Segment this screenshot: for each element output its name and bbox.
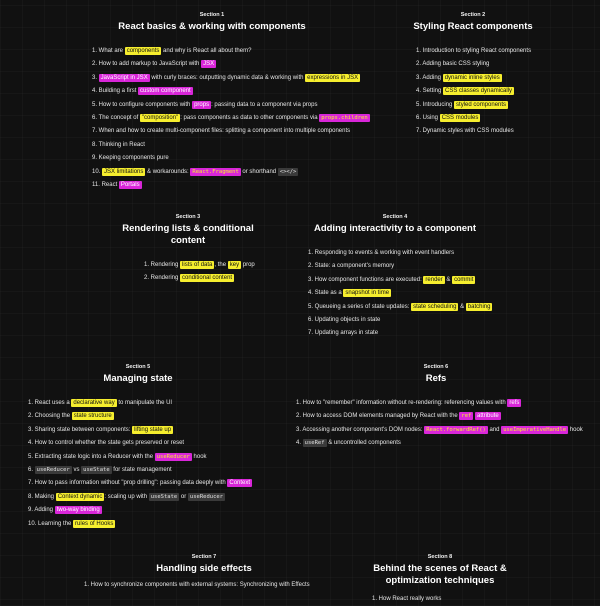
topic-item <box>92 179 332 192</box>
section-label: Section 4 <box>382 214 408 220</box>
topic-item <box>92 125 351 138</box>
topic-text: 1. How React really works <box>372 596 442 602</box>
topic-item <box>28 504 248 517</box>
topic-item <box>308 260 490 273</box>
topic-item <box>296 397 576 410</box>
section-2 <box>408 12 538 139</box>
topic-item <box>308 327 490 340</box>
topic-text: : passing data to a component via props <box>211 101 318 108</box>
topic-item <box>308 287 490 300</box>
topic-text: with curly braces: outputting dynamic data & working with <box>149 74 306 81</box>
topic-text: 9. Adding <box>28 507 55 514</box>
topic-item <box>92 112 368 125</box>
topic-text: 6. Updating objects in state <box>308 316 381 323</box>
highlight-term: useState <box>150 493 178 500</box>
topic-text: 1. Responding to events & working with event handlers <box>308 250 455 256</box>
section-5 <box>28 364 251 531</box>
section-7 <box>84 554 324 592</box>
section-title: React basics & working with components <box>118 21 306 32</box>
highlight-term: two-way binding <box>56 507 100 514</box>
topic-item <box>84 579 324 592</box>
topic-text: 7. How to pass information without "prop drilling": passing data deeply with <box>28 480 228 487</box>
topic-text: 3. Adding <box>416 74 443 81</box>
topic-list <box>408 45 538 139</box>
section-title: Adding interactivity to a component <box>313 223 477 234</box>
topic-item <box>28 410 248 423</box>
section-title: Refs <box>425 373 447 384</box>
topic-text: vs <box>71 466 82 473</box>
topic-item <box>92 45 332 58</box>
topic-text: 3. <box>92 74 99 81</box>
highlight-term: useReducer <box>189 493 224 500</box>
topic-text: & workarounds: <box>145 168 191 175</box>
topic-text: for state management <box>111 466 172 473</box>
topic-item <box>296 424 583 437</box>
topic-text: to manipulate the UI <box>116 400 173 406</box>
topic-text: 1. What are <box>92 48 125 54</box>
topic-list <box>84 579 324 592</box>
topic-text: 4. Setting <box>416 88 444 95</box>
highlight-term: useImperativeHandle <box>503 426 567 433</box>
topic-text: 6. Using <box>416 114 440 121</box>
highlight-term: snapshot in time <box>345 290 390 297</box>
topic-item <box>144 272 258 285</box>
section-label: Section 3 <box>175 214 201 220</box>
highlight-term: React.Fragment <box>192 168 239 175</box>
topic-item <box>416 125 538 138</box>
topic-item <box>308 274 490 287</box>
highlight-term: useReducer <box>156 453 190 460</box>
topic-text: 5. How to configure components with <box>92 101 193 108</box>
highlight-term: Context dynamic <box>57 493 103 500</box>
highlight-term: dynamic inline styles <box>444 74 500 81</box>
highlight-term: attribute <box>477 413 499 420</box>
highlight-term: lists of data <box>182 262 213 268</box>
section-label: Section 5 <box>125 364 151 370</box>
topic-text: 5. Queueing a series of state updates: <box>308 303 412 310</box>
topic-text: 2. Rendering <box>144 275 181 282</box>
section-label: Section 8 <box>427 554 453 560</box>
topic-text: 10. Learning the <box>28 520 74 527</box>
topic-text: 2. Choosing the <box>28 413 72 420</box>
topic-text: 8. Making <box>28 493 56 500</box>
topic-item <box>416 85 538 98</box>
topic-text: 9. Keeping components pure <box>92 155 169 162</box>
topic-text: 3. Sharing state between components: <box>28 426 133 433</box>
topic-text: 4. How to control whether the state gets preserved or reset <box>28 440 185 447</box>
topic-text: 8. Thinking in React <box>92 141 145 148</box>
topic-item <box>296 437 576 450</box>
topic-text: 7. When and how to create multi-component files: splitting a component into multiple components <box>92 128 351 135</box>
topic-item <box>416 99 538 112</box>
topic-text: 4. Building a first <box>92 88 139 95</box>
topic-text: 2. How to access DOM elements managed by React with the <box>296 413 460 420</box>
topic-item <box>92 72 359 85</box>
highlight-term: render <box>425 276 443 283</box>
topic-item <box>308 301 490 314</box>
topic-text: or <box>179 493 188 500</box>
topic-text: : scaling up with <box>104 493 149 500</box>
topic-item <box>144 259 258 272</box>
highlight-term: "composition" <box>141 114 179 121</box>
topic-text: 7. Updating arrays in state <box>308 330 379 337</box>
topic-item <box>296 410 576 423</box>
topic-text: 2. State: a component's memory <box>308 263 395 270</box>
topic-text: 1. How to "remember" information without re-rendering: referencing values with <box>296 400 508 406</box>
topic-list <box>92 45 368 192</box>
topic-item <box>28 437 248 450</box>
topic-text: 2. Adding basic CSS styling <box>416 61 490 68</box>
topic-item <box>416 45 538 58</box>
topic-item <box>92 166 332 179</box>
highlight-term: conditional content <box>182 275 233 282</box>
highlight-term: Portals <box>120 181 140 188</box>
topic-item <box>308 314 490 327</box>
topic-text: 6. <box>28 466 35 473</box>
topic-text: , the <box>214 262 228 268</box>
highlight-term: key <box>229 262 240 268</box>
topic-text: 1. How to synchronize components with external systems: Synchronizing with Effects <box>84 582 310 588</box>
topic-item <box>92 85 332 98</box>
topic-text: 2. How to add markup to JavaScript with <box>92 61 202 68</box>
highlight-term: commit <box>454 276 474 283</box>
topic-item <box>308 247 490 260</box>
topic-text: 1. Rendering <box>144 262 181 268</box>
topic-text: 6. The concept of <box>92 114 140 121</box>
section-label: Section 7 <box>191 554 217 560</box>
section-6 <box>296 364 583 451</box>
topic-item <box>28 518 248 531</box>
topic-text: 4. State as a <box>308 290 344 297</box>
topic-item <box>92 58 332 71</box>
topic-text: hook <box>191 453 207 460</box>
section-3 <box>118 214 258 286</box>
topic-item <box>28 464 248 477</box>
highlight-term: <></> <box>279 168 297 175</box>
topic-item <box>28 424 248 437</box>
topic-list <box>300 247 490 341</box>
highlight-term: ref <box>461 413 472 420</box>
highlight-term: JSX <box>203 61 215 68</box>
highlight-term: state scheduling <box>413 303 457 310</box>
topic-text: : pass components as data to other components via <box>180 114 320 121</box>
highlight-term: custom component <box>140 88 191 95</box>
section-4 <box>300 214 490 341</box>
section-title: Handling side effects <box>156 563 252 574</box>
topic-item <box>92 99 332 112</box>
section-title: Rendering lists & conditional content <box>122 223 254 246</box>
highlight-term: styled components <box>456 101 507 108</box>
topic-text: 7. Dynamic styles with CSS modules <box>416 128 514 135</box>
highlight-term: declarative way <box>73 400 115 406</box>
highlight-term: useRef <box>304 440 325 447</box>
topic-text: 1. React uses a <box>28 400 72 406</box>
highlight-term: components <box>126 48 160 54</box>
highlight-term: React.forwardRef() <box>426 426 486 433</box>
topic-list <box>28 397 251 531</box>
section-8 <box>370 554 510 606</box>
topic-list <box>296 397 583 451</box>
section-title: Styling React components <box>413 21 533 32</box>
topic-item <box>28 477 251 490</box>
topic-item <box>416 112 538 125</box>
section-1 <box>92 12 368 192</box>
highlight-term: rules of Hooks <box>75 520 114 527</box>
highlight-term: Context <box>229 480 251 487</box>
topic-text: and <box>487 426 502 433</box>
highlight-term: CSS classes dynamically <box>445 88 513 95</box>
highlight-term: lifting state up <box>134 426 172 433</box>
highlight-term: CSS modules <box>441 114 479 121</box>
highlight-term: props <box>194 101 210 108</box>
topic-item <box>92 139 332 152</box>
topic-text: 3. Accessing another component's DOM nodes: <box>296 426 425 433</box>
topic-item <box>28 397 248 410</box>
highlight-term: refs <box>509 400 520 406</box>
highlight-term: props.children <box>321 114 368 121</box>
highlight-term: JavaScript in JSX <box>100 74 148 81</box>
topic-text: 3. How component functions are executed: <box>308 276 424 283</box>
topic-text: 1. Introduction to styling React components <box>416 48 532 54</box>
topic-list <box>118 259 258 286</box>
topic-item <box>28 451 248 464</box>
section-label: Section 1 <box>199 12 225 18</box>
highlight-term: useState <box>83 466 110 473</box>
topic-text: & <box>444 276 453 283</box>
topic-text: 5. Extracting state logic into a Reducer with the <box>28 453 155 460</box>
topic-text: or shorthand <box>240 168 278 175</box>
highlight-term: JSX limitations <box>104 168 144 175</box>
topic-text: 11. React <box>92 181 119 188</box>
section-title: Managing state <box>103 373 173 384</box>
topic-item <box>92 152 332 165</box>
topic-text: 5. Introducing <box>416 101 455 108</box>
topic-item <box>416 72 538 85</box>
section-label: Section 2 <box>460 12 486 18</box>
topic-text: prop <box>241 262 255 268</box>
topic-text: and why is React all about them? <box>161 48 252 54</box>
topic-text: hook <box>568 426 583 433</box>
topic-item <box>416 58 538 71</box>
topic-text: & uncontrolled components <box>326 440 401 447</box>
topic-text: & <box>458 303 466 310</box>
highlight-term: expressions in JSX <box>307 74 359 81</box>
topic-text: 4. <box>296 440 303 447</box>
section-label: Section 6 <box>423 364 449 370</box>
section-title: Behind the scenes of React & optimization techniques <box>373 563 507 586</box>
topic-text: 10. <box>92 168 103 175</box>
highlight-term: batching <box>467 303 491 310</box>
highlight-term: useReducer <box>36 466 70 473</box>
highlight-term: state structure <box>73 413 112 420</box>
topic-item <box>28 491 248 504</box>
